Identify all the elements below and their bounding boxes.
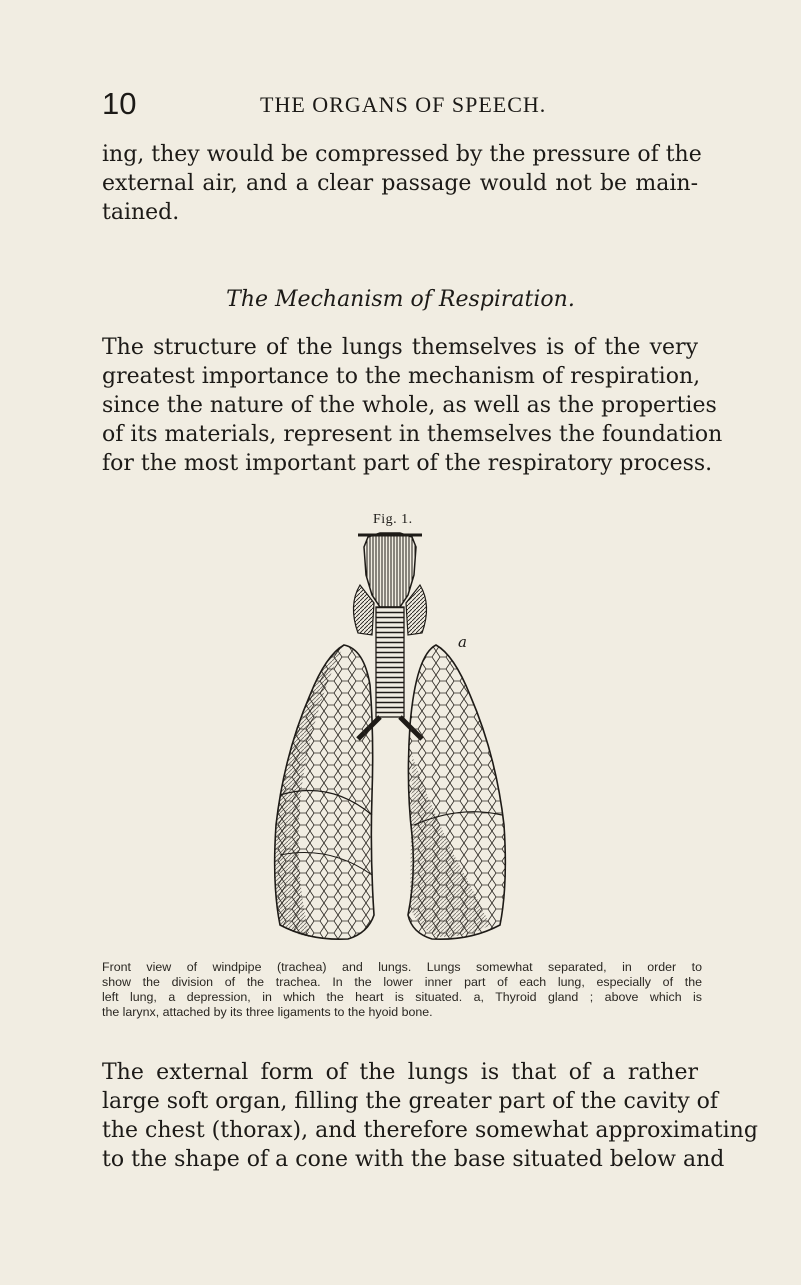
paragraph-line: the chest (thorax), and therefore somewhat approximating: [102, 1118, 758, 1143]
paragraph-line: tained.: [102, 200, 180, 225]
paragraph-line: of its materials, represent in themselves the foundation: [102, 422, 723, 447]
running-title: THE ORGANS OF SPEECH.: [260, 92, 547, 117]
left-lung-shape: [408, 645, 505, 939]
running-header: [102, 86, 702, 126]
page-number: 10: [102, 86, 137, 121]
paragraph-line: ing, they would be compressed by the pressure of the: [102, 142, 702, 167]
paragraph-line: The external form of the lungs is that of a rather: [102, 1060, 698, 1085]
paragraph-line: large soft organ, filling the greater part of the cavity of: [102, 1089, 719, 1114]
paragraph-line: to the shape of a cone with the base situated below and: [102, 1147, 725, 1172]
paragraph-3: [102, 1058, 758, 1174]
paragraph-line: The structure of the lungs themselves is of the very: [102, 335, 698, 360]
paragraph-2: [102, 333, 723, 478]
paragraph-line: greatest importance to the mechanism of respiration,: [102, 364, 701, 389]
right-lung-shape: [275, 645, 374, 939]
caption-line: show the division of the trachea. In the lower inner part of each lung, especially of the: [102, 975, 702, 989]
section-heading: The Mechanism of Respiration.: [226, 287, 575, 312]
lungs-illustration: [240, 525, 540, 945]
paragraph-line: external air, and a clear passage would not be main-: [102, 171, 698, 196]
caption-line: the larynx, attached by its three ligaments to the hyoid bone.: [102, 1005, 433, 1019]
caption-line: left lung, a depression, in which the heart is situated. a, Thyroid gland ; above which is: [102, 990, 702, 1004]
paragraph-line: for the most important part of the respiratory process.: [102, 451, 713, 476]
paragraph-line: since the nature of the whole, as well as the properties: [102, 393, 717, 418]
paragraph-1: [102, 140, 702, 227]
caption-line: Front view of windpipe (trachea) and lungs. Lungs somewhat separated, in order to: [102, 960, 702, 974]
figure-letter-a: a: [458, 633, 467, 651]
figure-caption: [102, 960, 702, 1020]
figure-label: Fig. 1.: [373, 512, 413, 527]
